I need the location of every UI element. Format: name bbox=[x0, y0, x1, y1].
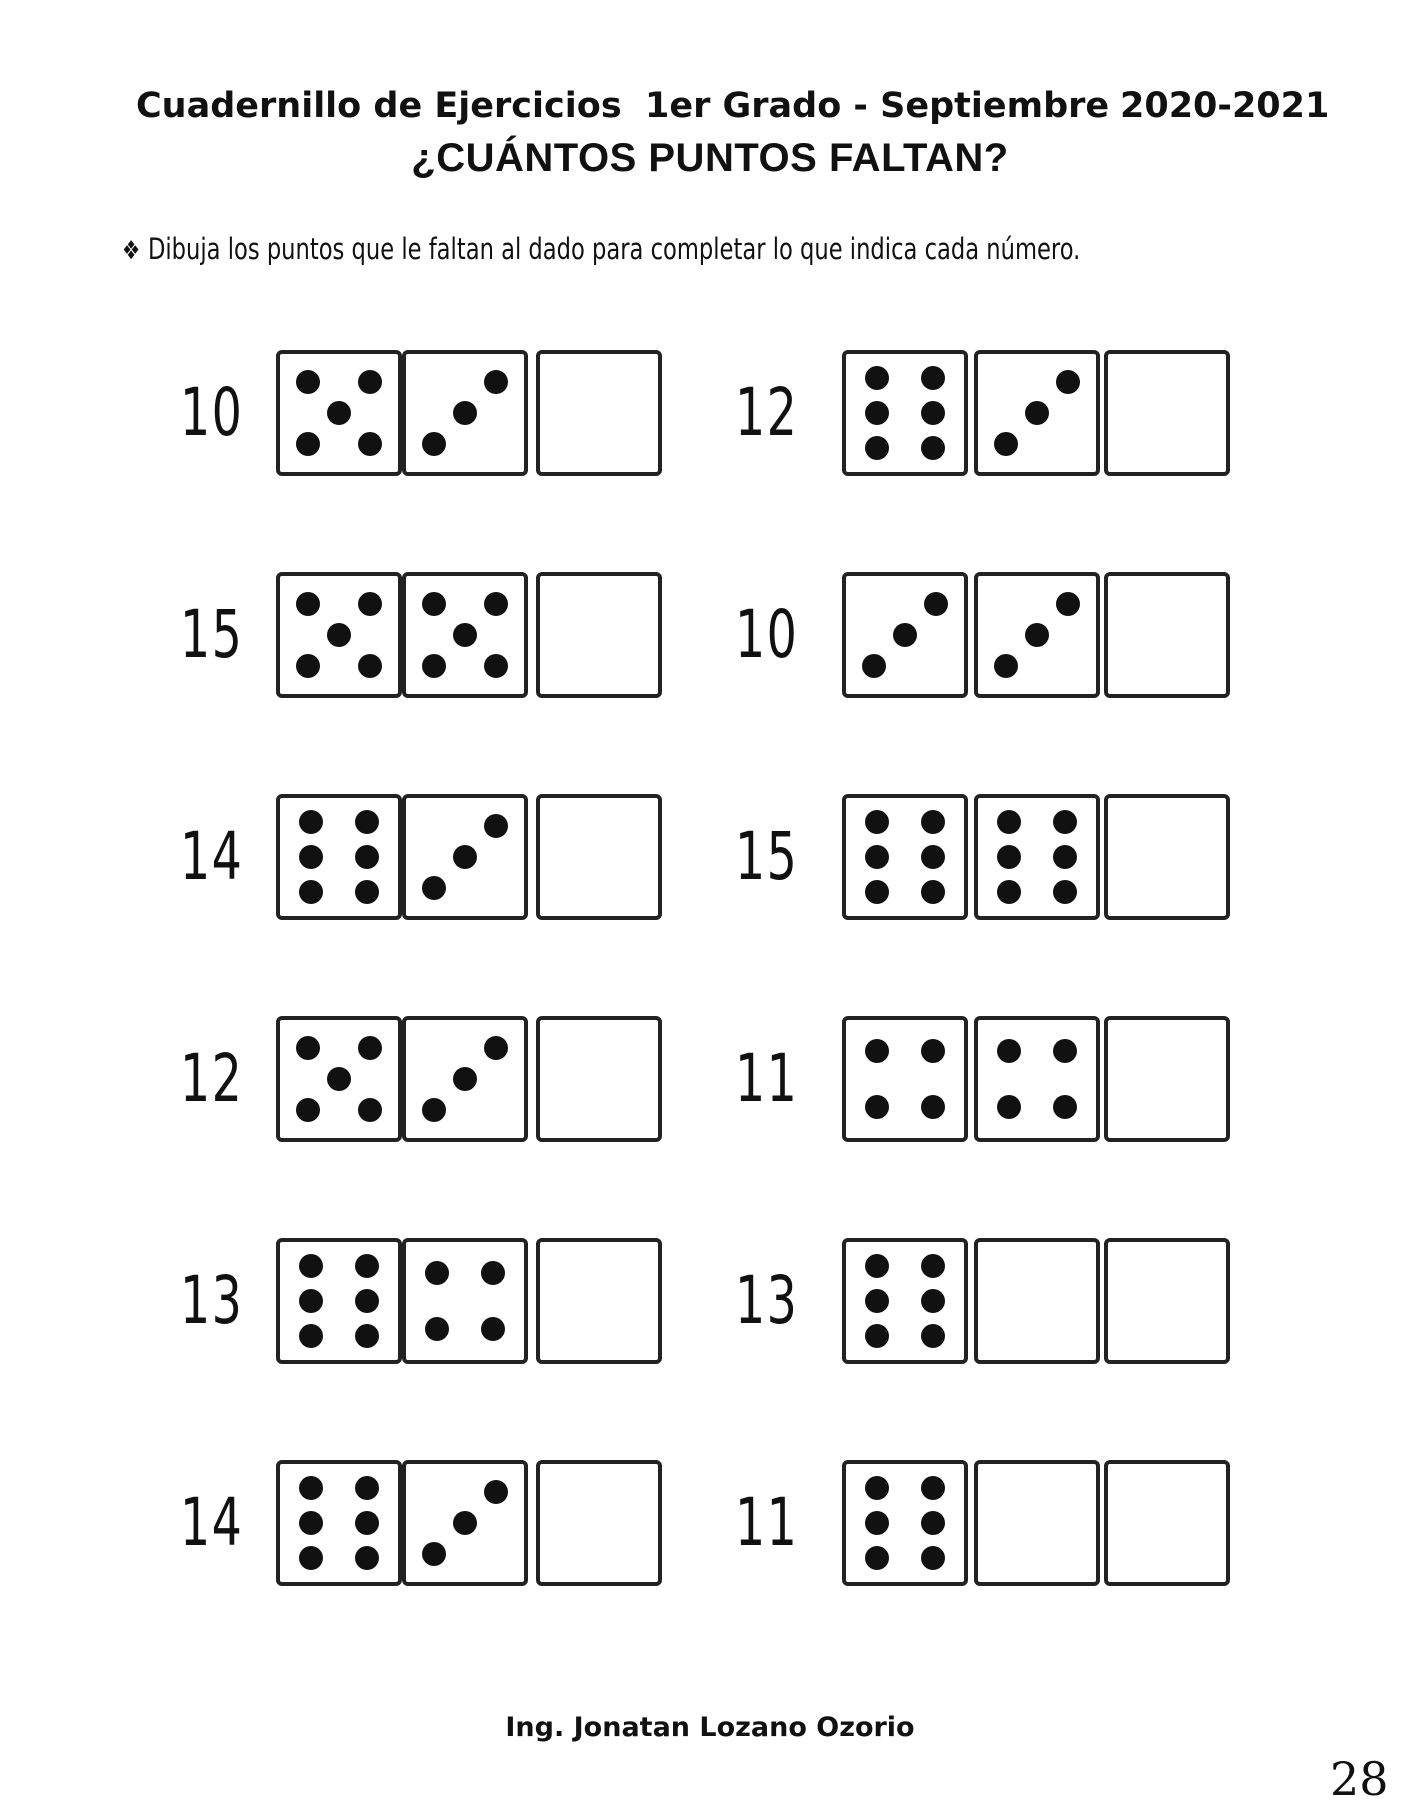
die-pip bbox=[865, 880, 889, 904]
instruction bbox=[122, 232, 1080, 266]
die-pip bbox=[921, 1289, 945, 1313]
empty-die-box[interactable] bbox=[1104, 572, 1230, 698]
die-pip bbox=[1056, 592, 1080, 616]
school-year: 2020-2021 bbox=[1120, 86, 1330, 126]
die-pip bbox=[865, 1476, 889, 1500]
instruction-text: Dibuja los puntos que le faltan al dado para completar lo que indica cada número. bbox=[147, 232, 1081, 266]
die-pip bbox=[865, 1254, 889, 1278]
die-pip bbox=[921, 1095, 945, 1119]
die-pip bbox=[997, 845, 1021, 869]
die-pip bbox=[865, 1546, 889, 1570]
exercise-row bbox=[0, 1016, 1420, 1142]
die-pip bbox=[865, 1324, 889, 1348]
die-face bbox=[974, 350, 1100, 476]
die-pip bbox=[1025, 401, 1049, 425]
die-pip bbox=[1053, 845, 1077, 869]
target-number: 10 bbox=[180, 374, 244, 451]
empty-die-box[interactable] bbox=[1104, 1460, 1230, 1586]
die-pip bbox=[1053, 1039, 1077, 1063]
die-pip bbox=[921, 401, 945, 425]
die-pip bbox=[865, 401, 889, 425]
diamond-bullet-icon: ❖ bbox=[122, 236, 141, 266]
empty-die-box[interactable] bbox=[974, 1238, 1100, 1364]
target-number: 14 bbox=[180, 1484, 244, 1561]
die-face bbox=[842, 794, 968, 920]
die-pip bbox=[865, 436, 889, 460]
target-number: 14 bbox=[180, 818, 244, 895]
die-pip bbox=[865, 366, 889, 390]
die-face bbox=[842, 350, 968, 476]
empty-die-box[interactable] bbox=[974, 1460, 1100, 1586]
die-face bbox=[842, 572, 968, 698]
die-pip bbox=[921, 1254, 945, 1278]
exercise-row bbox=[0, 350, 1420, 476]
die-pip bbox=[924, 592, 948, 616]
die-pip bbox=[921, 1476, 945, 1500]
exercise-row bbox=[0, 1238, 1420, 1364]
empty-die-box[interactable] bbox=[1104, 1238, 1230, 1364]
target-number: 15 bbox=[735, 818, 799, 895]
die-pip bbox=[921, 1511, 945, 1535]
grade-month: 1er Grado - Septiembre bbox=[645, 86, 1110, 126]
exercise-row bbox=[0, 1460, 1420, 1586]
die-pip bbox=[997, 880, 1021, 904]
die-face bbox=[974, 1016, 1100, 1142]
die-pip bbox=[865, 1289, 889, 1313]
target-number: 11 bbox=[735, 1040, 799, 1117]
die-pip bbox=[921, 436, 945, 460]
author-footer: Ing. Jonatan Lozano Ozorio bbox=[505, 1712, 915, 1743]
die-pip bbox=[1053, 810, 1077, 834]
die-pip bbox=[921, 1324, 945, 1348]
target-number: 15 bbox=[180, 596, 244, 673]
empty-die-box[interactable] bbox=[1104, 350, 1230, 476]
page-number: 28 bbox=[1330, 1752, 1389, 1806]
target-number: 12 bbox=[180, 1040, 244, 1117]
die-pip bbox=[997, 1039, 1021, 1063]
empty-die-box[interactable] bbox=[1104, 794, 1230, 920]
target-number: 11 bbox=[735, 1484, 799, 1561]
booklet-name: Cuadernillo de Ejercicios bbox=[136, 86, 622, 126]
empty-die-box[interactable] bbox=[1104, 1016, 1230, 1142]
die-pip bbox=[921, 810, 945, 834]
die-pip bbox=[921, 1546, 945, 1570]
die-pip bbox=[865, 1095, 889, 1119]
target-number: 13 bbox=[735, 1262, 799, 1339]
exercise-row bbox=[0, 572, 1420, 698]
target-number: 10 bbox=[735, 596, 799, 673]
target-number: 13 bbox=[180, 1262, 244, 1339]
die-pip bbox=[997, 810, 1021, 834]
die-pip bbox=[865, 845, 889, 869]
die-pip bbox=[865, 1039, 889, 1063]
die-pip bbox=[1056, 370, 1080, 394]
die-pip bbox=[1025, 623, 1049, 647]
exercise-row bbox=[0, 794, 1420, 920]
die-face bbox=[842, 1238, 968, 1364]
die-pip bbox=[921, 366, 945, 390]
die-pip bbox=[921, 845, 945, 869]
die-pip bbox=[921, 1039, 945, 1063]
die-pip bbox=[893, 623, 917, 647]
die-pip bbox=[994, 654, 1018, 678]
die-pip bbox=[865, 810, 889, 834]
die-pip bbox=[921, 880, 945, 904]
die-pip bbox=[994, 432, 1018, 456]
die-face bbox=[974, 572, 1100, 698]
target-number: 12 bbox=[735, 374, 799, 451]
die-pip bbox=[1053, 880, 1077, 904]
die-face bbox=[842, 1460, 968, 1586]
die-pip bbox=[997, 1095, 1021, 1119]
die-pip bbox=[865, 1511, 889, 1535]
die-face bbox=[842, 1016, 968, 1142]
die-pip bbox=[862, 654, 886, 678]
page-title: ¿CUÁNTOS PUNTOS FALTAN? bbox=[411, 136, 1009, 180]
die-face bbox=[974, 794, 1100, 920]
die-pip bbox=[1053, 1095, 1077, 1119]
